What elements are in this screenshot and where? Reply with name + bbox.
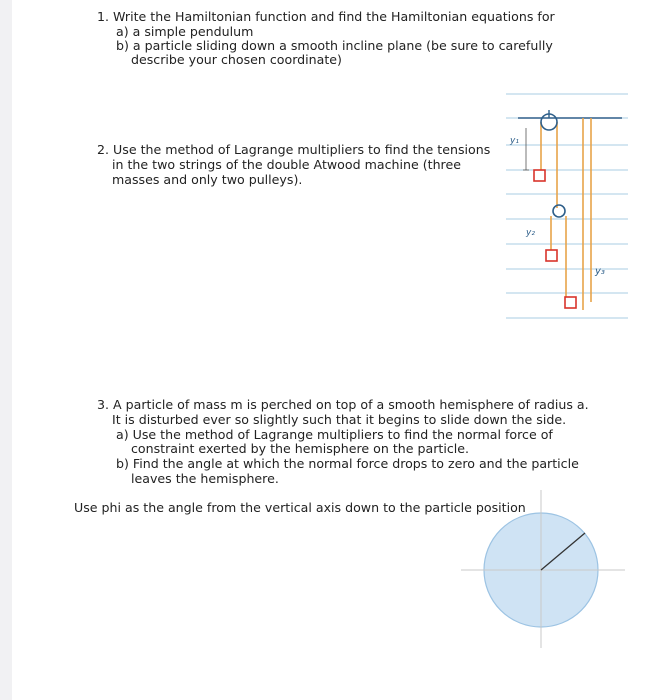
problem-3-part-b-line2: leaves the hemisphere.	[131, 471, 279, 486]
problem-3-part-b-line1: b) Find the angle at which the normal force drops to zero and the particle	[116, 456, 579, 471]
problem-3-line2: It is disturbed ever so slightly such that it begins to slide down the side.	[112, 412, 567, 427]
problem-2-line1: 2. Use the method of Lagrange multipliers to find the tensions	[97, 142, 491, 157]
label-y3: y₃	[595, 266, 605, 277]
label-y1: y₁	[510, 136, 519, 146]
problem-3-line1: 3. A particle of mass m is perched on top of a smooth hemisphere of radius a.	[97, 397, 589, 412]
problem-3-part-a-line2: constraint exerted by the hemisphere on the particle.	[131, 441, 470, 456]
problem-2-line3: masses and only two pulleys).	[112, 172, 303, 187]
problem-2-line2: in the two strings of the double Atwood machine (three	[112, 157, 461, 172]
problem-3-part-a-line1: a) Use the method of Lagrange multipliers to find the normal force of	[116, 427, 553, 442]
phi-note: Use phi as the angle from the vertical axis down to the particle position	[74, 500, 526, 515]
label-y2: y₂	[526, 228, 535, 238]
problem-1-stem: 1. Write the Hamiltonian function and find the Hamiltonian equations for	[97, 9, 555, 24]
problem-1-part-b-line2: describe your chosen coordinate)	[131, 52, 342, 67]
problem-1-part-a: a) a simple pendulum	[116, 24, 254, 39]
problem-1-part-b-line1: b) a particle sliding down a smooth incline plane (be sure to carefully	[116, 38, 553, 53]
